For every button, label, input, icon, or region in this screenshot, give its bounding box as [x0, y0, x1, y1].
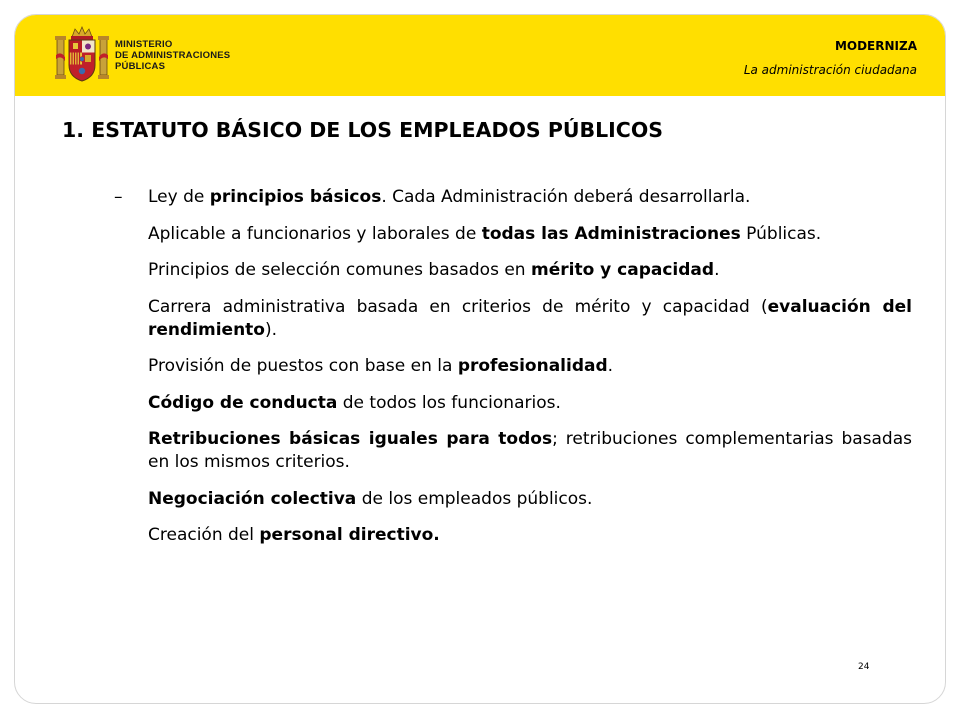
brand-block: [744, 39, 917, 77]
ministry-line: PÚBLICAS: [115, 60, 166, 72]
page-number: 24: [858, 662, 870, 672]
bold-text: todas las Administraciones: [481, 223, 741, 244]
bold-text: principios básicos: [209, 187, 382, 207]
text-run: . Cada Administración deberá desarrollarla.: [381, 187, 751, 207]
text-run: Carrera administrativa basada en criterios de mérito y capacidad (: [148, 296, 768, 317]
paragraph: [148, 259, 912, 282]
bold-text: personal directivo.: [259, 525, 440, 545]
ministry-logo: [55, 25, 230, 85]
bold-text: profesionalidad: [457, 356, 608, 376]
brand-name: MODERNIZA: [834, 39, 917, 53]
coat-of-arms-icon: [55, 25, 109, 85]
bold-text: Negociación colectiva: [148, 488, 357, 509]
paragraph: [148, 392, 912, 415]
text-run: ; retribuciones complementarias basadas en los mismos criterios.: [148, 429, 912, 472]
text-run: Creación del: [148, 525, 260, 545]
paragraph: [148, 488, 912, 511]
page-title: 1. ESTATUTO BÁSICO DE LOS EMPLEADOS PÚBLICOS: [62, 118, 664, 142]
ministry-line: DE ADMINISTRACIONES: [115, 49, 231, 61]
ministry-name: [115, 39, 230, 72]
text-run: .: [607, 356, 614, 376]
text-run: Aplicable a funcionarios y laborales de: [148, 223, 482, 244]
bold-text: Retribuciones básicas iguales para todos: [148, 429, 553, 449]
ministry-line: MINISTERIO: [115, 38, 173, 50]
paragraph: [148, 223, 912, 246]
paragraph: [114, 186, 912, 209]
paragraph: [148, 524, 912, 547]
bullet-dash: –: [114, 187, 123, 207]
text-run: de todos los funcionarios.: [337, 392, 561, 413]
paragraph: [148, 296, 912, 342]
text-run: Públicas.: [740, 223, 822, 244]
bold-text: Código de conducta: [148, 392, 338, 413]
bold-text: evaluación del rendimiento: [148, 296, 912, 340]
text-run: .: [714, 260, 720, 280]
text-run: ).: [265, 319, 278, 340]
text-run: Ley de: [148, 187, 210, 207]
bold-text: mérito y capacidad: [530, 260, 715, 280]
paragraph: [148, 428, 912, 474]
text-run: Provisión de puestos con base en la: [148, 356, 458, 376]
content-body: [114, 186, 912, 561]
text-run: Principios de selección comunes basados en: [148, 260, 531, 280]
header-band: [15, 15, 945, 96]
brand-tagline: La administración ciudadana: [743, 63, 917, 77]
text-run: de los empleados públicos.: [356, 488, 593, 509]
paragraph: [148, 355, 912, 378]
